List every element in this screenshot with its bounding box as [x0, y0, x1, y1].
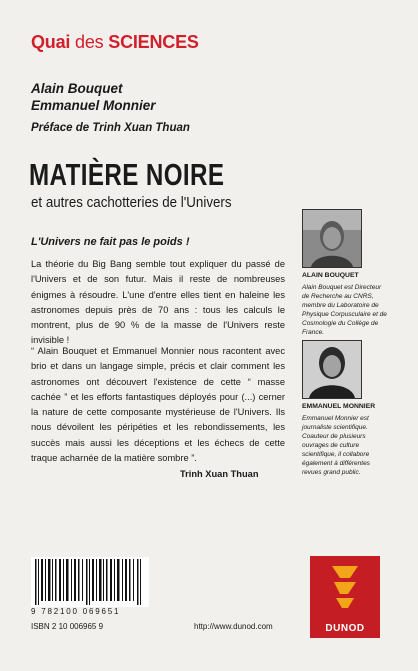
authors — [31, 80, 156, 114]
publisher-logo — [310, 556, 380, 638]
preface: Préface de Trinh Xuan Thuan — [31, 122, 190, 134]
barcode — [31, 557, 149, 607]
blurb-paragraph-2 — [31, 344, 285, 466]
author-2: Emmanuel Monnier — [31, 98, 156, 113]
bio-name-1: ALAIN BOUQUET — [302, 272, 359, 279]
series-part2: des — [75, 32, 104, 52]
author-photo-alain-bouquet — [302, 209, 362, 268]
author-1: Alain Bouquet — [31, 81, 123, 96]
blurb-text-1: La théorie du Big Bang semble tout expliquer du passé de l'Univers et de son futur. Mais il reste de nombreuses énigmes à résoudre. L'une d'entre elles tient en haleine les astronomes depuis près de 70 ans : tous les calculs le montrent, plus de 90 % de la masse de l'Univers reste invisible ! — [31, 259, 285, 346]
publisher-logo-icon — [310, 556, 380, 616]
barcode-digits: 9 782100 069651 — [31, 607, 121, 616]
tagline: L'Univers ne fait pas le poids ! — [31, 236, 190, 248]
book-subtitle: et autres cachotteries de l'Univers — [31, 195, 232, 211]
portrait-image — [303, 210, 361, 267]
bio-text-2: Emmanuel Monnier est journaliste scientifique. Coauteur de plusieurs ouvrages de culture scientifique, il collabore également à différentes revues grand public. — [302, 415, 370, 476]
blurb-text-2: “ Alain Bouquet et Emmanuel Monnier nous racontent avec brio et dans un langage simple, précis et clair comment les astronomes ont découvert l'existence de cette “ masse cachée ” et les efforts fantastiques déployés pour (...) cerner la nature de cette composante mystérieuse de l'Univers. Ils nous dévoilent les péripéties et les rebondissements, les succès mais aussi les déceptions et les échecs de cette traque acharnée de la matière sombre ”. — [31, 346, 285, 464]
bio-text-1: Alain Bouquet est Directeur de Recherche au CNRS, membre du Laboratoire de Physique Corpusculaire et de Cosmologie du Collège de France. — [302, 284, 387, 336]
series-name — [31, 32, 199, 53]
quote-author: Trinh Xuan Thuan — [180, 469, 259, 479]
publisher-name: DUNOD — [325, 623, 365, 634]
series-part3: SCIENCES — [108, 32, 199, 52]
publisher-url[interactable]: http://www.dunod.com — [194, 622, 273, 631]
series-part1: Quai — [31, 32, 71, 52]
author-photo-emmanuel-monnier — [302, 340, 362, 399]
book-title: MATIÈRE NOIRE — [29, 157, 225, 192]
blurb-paragraph-1 — [31, 257, 285, 349]
isbn: ISBN 2 10 006965 9 — [31, 622, 104, 631]
portrait-image — [303, 341, 361, 398]
bio-name-2: EMMANUEL MONNIER — [302, 403, 376, 410]
barcode-bars — [31, 557, 149, 607]
